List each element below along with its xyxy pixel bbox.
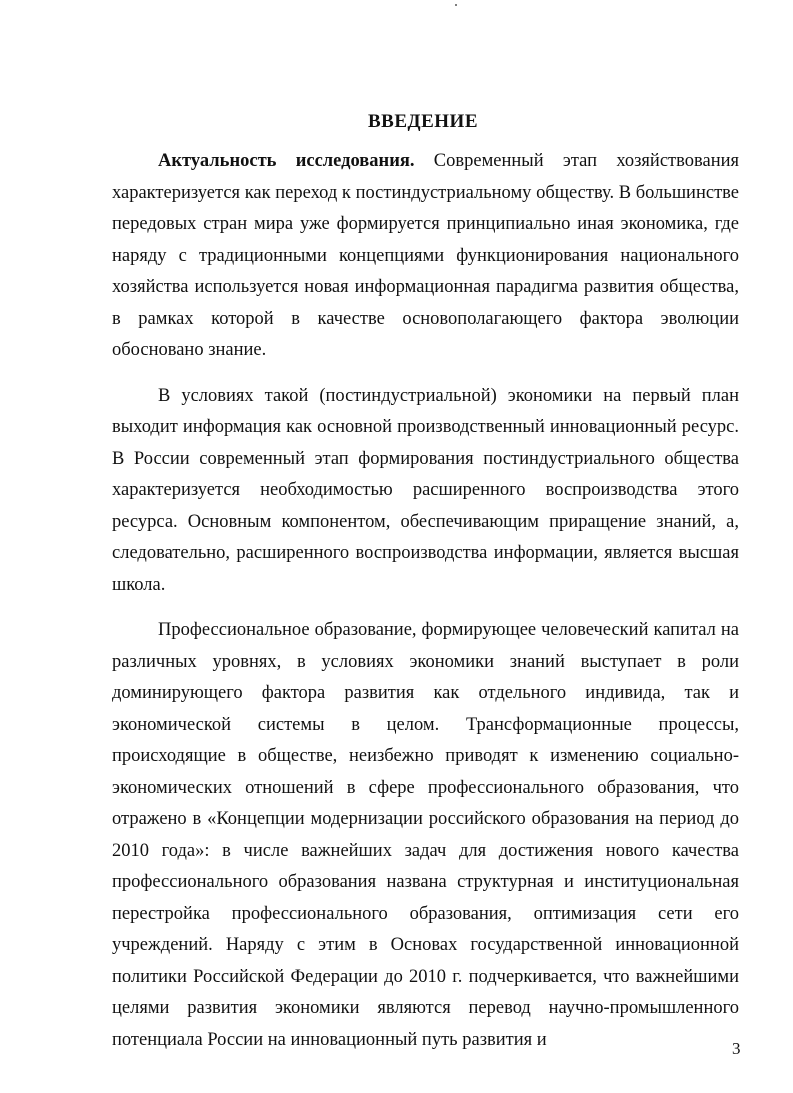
body-text (112, 146, 739, 1070)
paragraph-relevance (112, 146, 739, 367)
scan-speck (455, 4, 457, 6)
page-title: ВВЕДЕНИЕ (368, 111, 478, 132)
paragraph-postindustrial: В условиях такой (постиндустриальной) экономики на первый план выходит информация как основной производственный инновационный ресурс. В России современный этап формирования постиндустриального общества характеризуется необходимостью расширенного воспроизводства этого ресурса. Основным компонентом, обеспечивающим приращение знаний, а, следовательно, расширенного воспроизводства информации, является высшая школа. (112, 385, 739, 595)
page-number: 3 (732, 1039, 741, 1058)
paragraph-text: Современный этап хозяйствования характеризуется как переход к постиндустриальному обществу. В большинстве передовых стран мира уже формируется принципиально иная экономика, где наряду с традиционными концепциями функционирования национального хозяйства используется новая информационная парадигма развития общества, в рамках которой в качестве основополагающего фактора эволюции обосновано знание. (112, 151, 740, 360)
paragraph-professional-education: Профессиональное образование, формирующее человеческий капитал на различных уровнях, в условиях экономики знаний выступает в роли доминирующего фактора развития как отдельного индивида, так и экономической системы в целом. Трансформационные процессы, происходящие в обществе, неизбежно приводят к изменению социально-экономических отношений в сфере профессионального образования, что отражено в «Концепции модернизации российского образования на период до 2010 года»: в числе важнейших задач для достижения нового качества профессионального образования названа структурная и институциональная перестройка профессионального образования, оптимизация сети его учреждений. Наряду с этим в Основах государственной инновационной политики Российской Федерации до 2010 г. подчеркивается, что важнейшими целями развития экономики являются перевод научно-промышленного потенциала России на инновационный путь развития и (112, 620, 739, 1050)
paragraph-lead: Актуальность исследования. (158, 151, 415, 171)
